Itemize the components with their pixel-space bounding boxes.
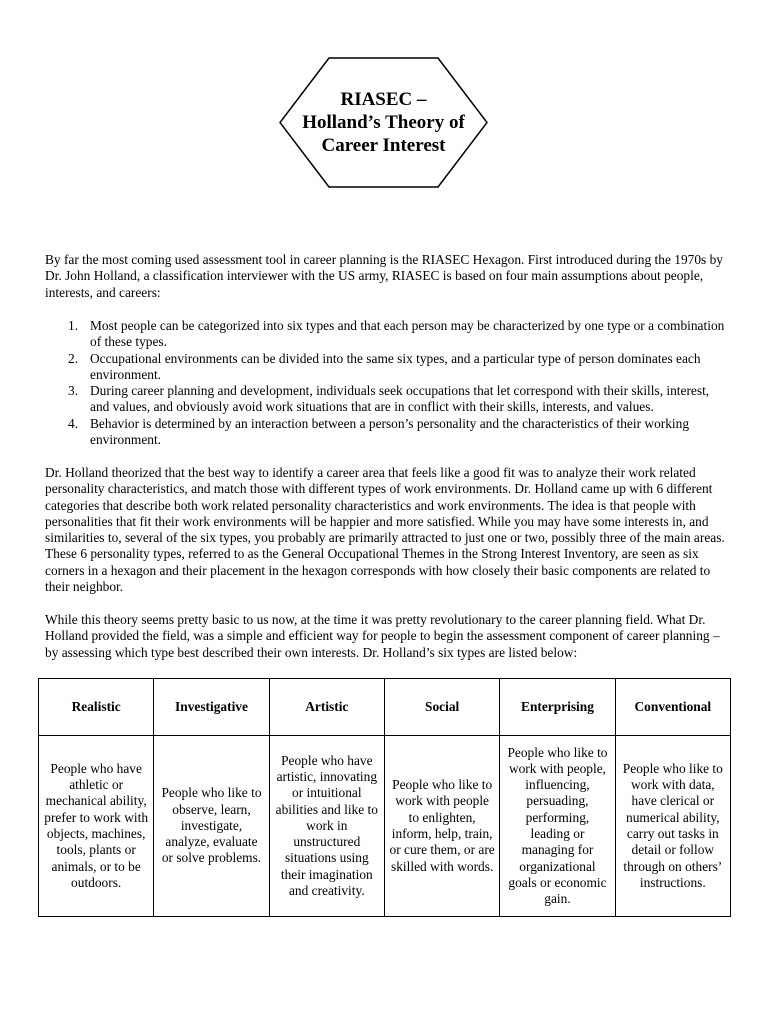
title-line-3: Career Interest bbox=[321, 135, 446, 156]
header-realistic: Realistic bbox=[39, 679, 154, 736]
header-enterprising: Enterprising bbox=[500, 679, 615, 736]
list-item bbox=[45, 351, 725, 384]
list-item-text: Occupational environments can be divided into the same six types, and a particular type of person dominates each environment. bbox=[90, 350, 701, 382]
list-item bbox=[45, 416, 725, 449]
title-hexagon bbox=[279, 57, 488, 188]
cell-investigative: People who like to observe, learn, investigate, analyze, evaluate or solve problems. bbox=[154, 736, 269, 917]
holland-paragraph: Dr. Holland theorized that the best way to identify a career area that feels like a good fit was to analyze their work related personality characteristics, and match those with different types of work environments. Dr. Holland came up with 6 different categories that describe both work related personality characteristics and work environments. The idea is that people with personalities that fit their work environments will be happier and more satisfied. While you may have some interests in, and similarities to, several of the six types, you probably are primarily attracted to just one or two, possibly three of the main areas. These 6 personality types, referred to as the General Occupational Themes in the Strong Interest Inventory, are seen as six corners in a hexagon and their placement in the hexagon corresponds with how closely their basic components are related to their neighbor. bbox=[45, 465, 725, 595]
assumptions-list bbox=[45, 318, 725, 448]
cell-artistic: People who have artistic, innovating or intuitional abilities and like to work in unstructured situations using their imagination and creativity. bbox=[269, 736, 384, 917]
cell-social: People who like to work with people to enlighten, inform, help, train, or cure them, or are skilled with words. bbox=[384, 736, 499, 917]
list-item-number: 1. bbox=[68, 318, 79, 333]
page-title bbox=[279, 57, 488, 188]
header-artistic: Artistic bbox=[269, 679, 384, 736]
list-item-text: Behavior is determined by an interaction between a person’s personality and the characteristics of their working environment. bbox=[90, 415, 690, 448]
theory-paragraph: While this theory seems pretty basic to us now, at the time it was pretty revolutionary to the career planning field. What Dr. Holland provided the field, was a simple and efficient way for people to begin the assessment component of career planning – by assessing which type best described their own interests. Dr. Holland’s six types are listed below: bbox=[45, 612, 720, 660]
cell-realistic: People who have athletic or mechanical ability, prefer to work with objects, machines, tools, plants or animals, or to be outdoors. bbox=[39, 736, 154, 917]
cell-conventional: People who like to work with data, have clerical or numerical ability, carry out tasks in detail or follow through on others’ instructions. bbox=[615, 736, 730, 917]
table-header-row bbox=[39, 679, 731, 736]
intro-paragraph: By far the most coming used assessment tool in career planning is the RIASEC Hexagon. First introduced during the 1970s by Dr. John Holland, a classification interviewer with the US army, RIASEC is based on four main assumptions about people, interests, and careers: bbox=[45, 252, 723, 300]
list-item-number: 3. bbox=[68, 383, 79, 399]
list-item-number: 2. bbox=[68, 350, 79, 366]
list-item-text: During career planning and development, individuals seek occupations that let correspond with their skills, interest, and values, and obviously avoid work situations that are in conflict with their skills, interests, and values. bbox=[90, 383, 710, 415]
table-row bbox=[39, 736, 731, 917]
title-line-1: RIASEC – bbox=[340, 89, 427, 110]
header-social: Social bbox=[384, 679, 499, 736]
riasec-types-table bbox=[38, 678, 731, 917]
list-item-number: 4. bbox=[68, 415, 79, 431]
header-investigative: Investigative bbox=[154, 679, 269, 736]
list-item-text: Most people can be categorized into six types and that each person may be characterized by one type or a combination of these types. bbox=[90, 318, 725, 350]
header-conventional: Conventional bbox=[615, 679, 730, 736]
cell-enterprising: People who like to work with people, influencing, persuading, performing, leading or managing for organizational goals or economic gain. bbox=[500, 736, 615, 917]
title-line-2: Holland’s Theory of bbox=[302, 112, 465, 133]
list-item bbox=[45, 318, 725, 351]
list-item bbox=[45, 383, 725, 416]
